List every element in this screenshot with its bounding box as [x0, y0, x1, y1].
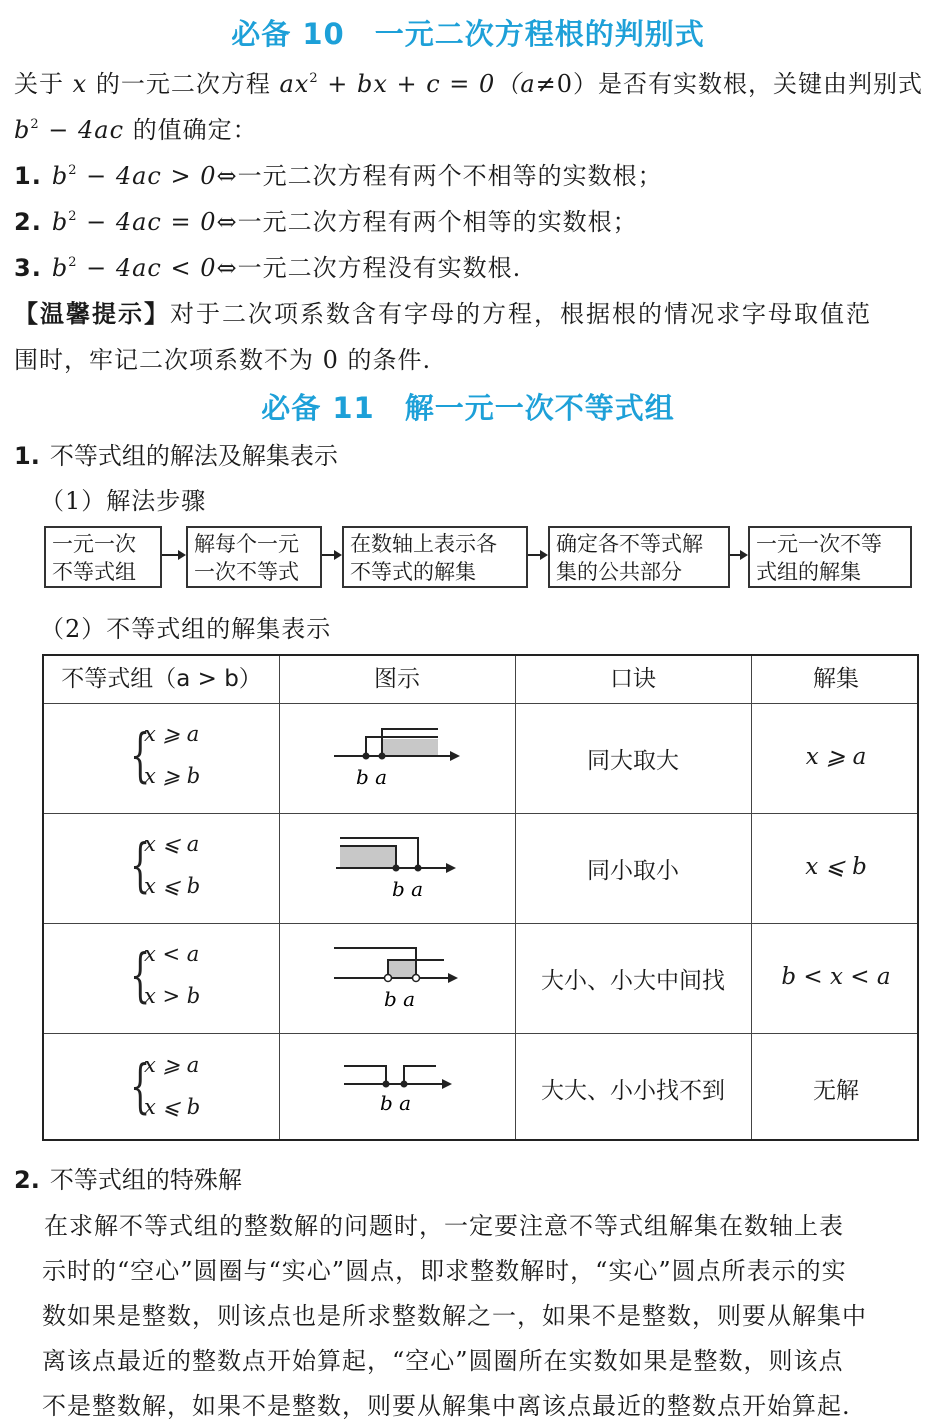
item-text: ⇔一元二次方程有两个相等的实数根；: [216, 208, 638, 236]
flow-arrow-icon: [162, 548, 186, 562]
eq-ax: ax: [279, 70, 310, 98]
discriminant-item-1: [14, 156, 663, 191]
step-box-5: 一元一次不等 式组的解集: [748, 526, 912, 588]
number-line-diagram: [334, 938, 464, 1010]
item-text: ⇔一元二次方程没有实数根.: [216, 254, 522, 282]
number-line-diagram: [336, 828, 466, 900]
item-number: 2.: [14, 208, 42, 236]
eq-sup: 2: [30, 117, 40, 132]
header-diagram: 图示: [374, 666, 420, 692]
eq-rest: − 4ac: [39, 116, 125, 144]
step-box-1: 一元一次 不等式组: [44, 526, 162, 588]
solution-text: 无解: [813, 1078, 859, 1104]
var-b: b: [51, 162, 69, 190]
item-expr: − 4ac = 0: [77, 208, 217, 236]
para-line-3: 数如果是整数，则该点也是所求整数解之一，如果不是整数，则要从解集中: [42, 1302, 867, 1330]
inequality-table: 不等式组（a > b） 图示 口诀 解集 { x ⩾ a x ⩾ b b a 同大取大 x ⩾ a { x ⩽ a x ⩽ b b a 同小取小 x ⩽ b { x < a x > b b a 大小、小大中间找 b < x < a { x ⩾ a x ⩽ b b a 大大、小小找不到 无解: [42, 654, 919, 1141]
flow-arrow-icon: [528, 548, 548, 562]
rhyme-text: 同小取小: [587, 858, 679, 884]
tip-label: 【温馨提示】: [14, 300, 170, 328]
intro-line-1: [14, 64, 923, 99]
eq-sup: 2: [68, 163, 78, 178]
rhyme-text: 大大、小小找不到: [541, 1078, 725, 1104]
table-label: （2）不等式组的解集表示: [40, 615, 332, 643]
header-rhyme: 口诀: [610, 666, 656, 692]
var-b: b: [51, 208, 69, 236]
var-b: b: [14, 116, 31, 144]
item-number: 1.: [14, 162, 42, 190]
tip-text: 对于二次项系数含有字母的方程，根据根的情况求字母取值范: [170, 300, 872, 328]
inequality-1: x ⩽ a: [144, 832, 200, 856]
step-box-3: 在数轴上表示各 不等式的解集: [342, 526, 528, 588]
rhyme-text: 大小、小大中间找: [541, 968, 725, 994]
inequality-2: x > b: [144, 984, 201, 1008]
eq-sup: 2: [68, 209, 78, 224]
axis-labels: b a: [356, 765, 388, 789]
subsection-2-title: [14, 1160, 242, 1195]
para-line-5: 不是整数解，如果不是整数，则要从解集中离该点最近的整数点开始算起.: [42, 1392, 851, 1420]
subsection-1-title: [14, 436, 338, 471]
eq-rest: + bx + c = 0（: [318, 70, 521, 98]
subsection-number: 1.: [14, 442, 40, 470]
intro-text: ≠0）是否有实数根，关键由判别式: [535, 70, 924, 98]
inequality-2: x ⩽ b: [144, 874, 201, 898]
subsection-text: 不等式组的特殊解: [49, 1166, 242, 1194]
flow-arrow-icon: [730, 548, 748, 562]
discriminant-item-2: [14, 202, 638, 237]
tip-line-1: [14, 294, 872, 329]
var-b: b: [51, 254, 69, 282]
solution-text: x ⩽ b: [805, 854, 867, 880]
eq-sup: 2: [68, 255, 78, 270]
inequality-1: x ⩾ a: [144, 722, 200, 746]
para-line-1: 在求解不等式组的整数解的问题时，一定要注意不等式组解集在数轴上表: [44, 1212, 844, 1240]
number-line-diagram: [334, 722, 464, 792]
item-text: ⇔一元二次方程有两个不相等的实数根；: [216, 162, 663, 190]
step-box-2: 解每个一元 一次不等式: [186, 526, 322, 588]
eq-sup: 2: [309, 71, 319, 86]
steps-label: （1）解法步骤: [40, 487, 207, 515]
discriminant-item-3: [14, 248, 521, 283]
inequality-2: x ⩾ b: [144, 764, 201, 788]
intro-text: 关于: [14, 70, 64, 98]
subsection-number: 2.: [14, 1166, 40, 1194]
section-11-title: 必备 11 解一元一次不等式组: [261, 391, 675, 425]
var-x: x: [72, 70, 88, 98]
axis-labels: b a: [384, 987, 416, 1010]
intro-text: 的一元二次方程: [95, 70, 271, 98]
section-10-title: 必备 10 一元二次方程根的判别式: [231, 17, 705, 51]
item-expr: − 4ac > 0: [77, 162, 217, 190]
inequality-1: x < a: [144, 942, 200, 966]
number-line-diagram: [344, 1052, 464, 1118]
axis-labels: b a: [380, 1091, 412, 1115]
inequality-1: x ⩾ a: [144, 1053, 200, 1077]
para-line-2: 示时的“空心”圆圈与“实心”圆点，即求整数解时，“实心”圆点所表示的实: [42, 1257, 847, 1285]
intro-line-2: [14, 110, 258, 145]
para-line-4: 离该点最近的整数点开始算起，“空心”圆圈所在实数如果是整数，则该点: [42, 1347, 844, 1375]
solution-text: x ⩾ a: [805, 744, 867, 770]
solution-text: b < x < a: [781, 964, 891, 990]
header-system: 不等式组（a > b）: [61, 666, 262, 692]
intro-text: 的值确定：: [132, 116, 258, 144]
header-solution: 解集: [813, 666, 859, 692]
item-number: 3.: [14, 254, 42, 282]
subsection-text: 不等式组的解法及解集表示: [49, 442, 338, 470]
rhyme-text: 同大取大: [587, 748, 679, 774]
item-expr: − 4ac < 0: [77, 254, 217, 282]
inequality-2: x ⩽ b: [144, 1095, 201, 1119]
axis-labels: b a: [392, 877, 424, 900]
flow-arrow-icon: [322, 548, 342, 562]
tip-line-2: 围时，牢记二次项系数不为 0 的条件.: [14, 346, 432, 374]
var-a: a: [520, 70, 536, 98]
step-box-4: 确定各不等式解 集的公共部分: [548, 526, 730, 588]
